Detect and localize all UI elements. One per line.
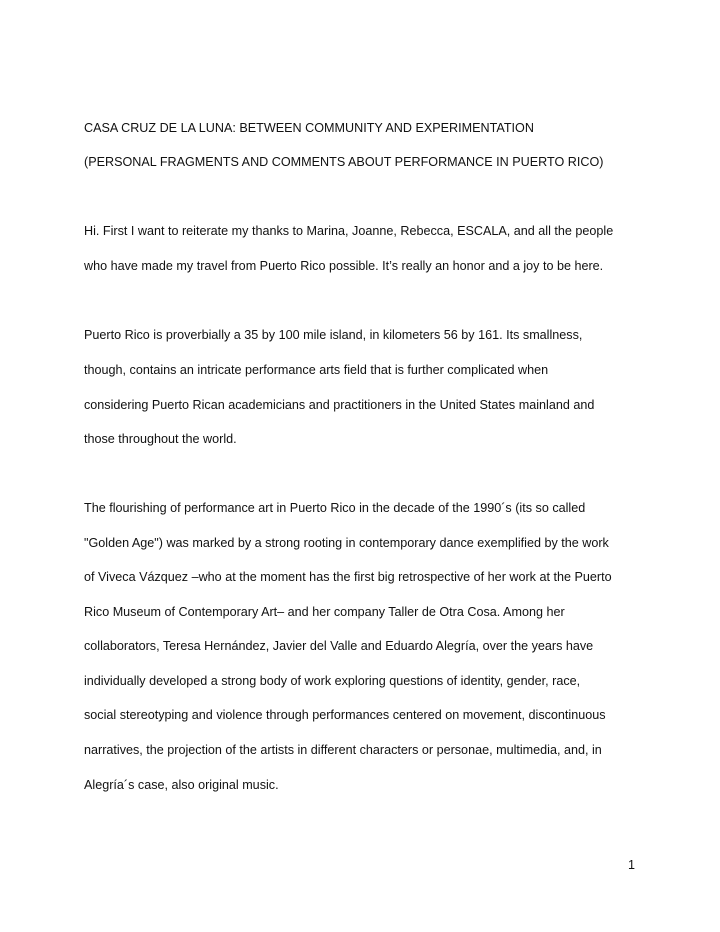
paragraph-line: Rico Museum of Contemporary Art– and her company Taller de Otra Cosa. Among her (84, 605, 565, 619)
document-title: CASA CRUZ DE LA LUNA: BETWEEN COMMUNITY AND EXPERIMENTATION (84, 121, 534, 135)
paragraph-line: considering Puerto Rican academicians and practitioners in the United States mainland and (84, 398, 595, 412)
paragraph-line: who have made my travel from Puerto Rico possible. It’s really an honor and a joy to be here. (84, 259, 604, 273)
paragraph-line: The flourishing of performance art in Puerto Rico in the decade of the 1990´s (its so called (84, 501, 586, 515)
document-subtitle: (PERSONAL FRAGMENTS AND COMMENTS ABOUT PERFORMANCE IN PUERTO RICO) (84, 155, 604, 169)
paragraph-line: "Golden Age") was marked by a strong rooting in contemporary dance exemplified by the work (84, 536, 609, 550)
page-number: 1 (628, 858, 636, 872)
paragraph-line: though, contains an intricate performance arts field that is further complicated when (84, 363, 549, 377)
paragraph-line: Hi. First I want to reiterate my thanks to Marina, Joanne, Rebecca, ESCALA, and all the people (84, 224, 614, 238)
paragraph-line: collaborators, Teresa Hernández, Javier del Valle and Eduardo Alegría, over the years have (84, 639, 594, 653)
paragraph-line: Puerto Rico is proverbially a 35 by 100 mile island, in kilometers 56 by 161. Its smallness, (84, 328, 583, 342)
paragraph-line: individually developed a strong body of work exploring questions of identity, gender, race, (84, 674, 581, 688)
paragraph-line: Alegría´s case, also original music. (84, 778, 279, 792)
paragraph-line: social stereotyping and violence through performances centered on movement, discontinuous (84, 708, 606, 722)
paragraph-line: those throughout the world. (84, 432, 237, 446)
paragraph-line: narratives, the projection of the artists in different characters or personae, multimedia, and, in (84, 743, 602, 757)
paragraph-line: of Viveca Vázquez –who at the moment has the first big retrospective of her work at the Puerto (84, 570, 612, 584)
